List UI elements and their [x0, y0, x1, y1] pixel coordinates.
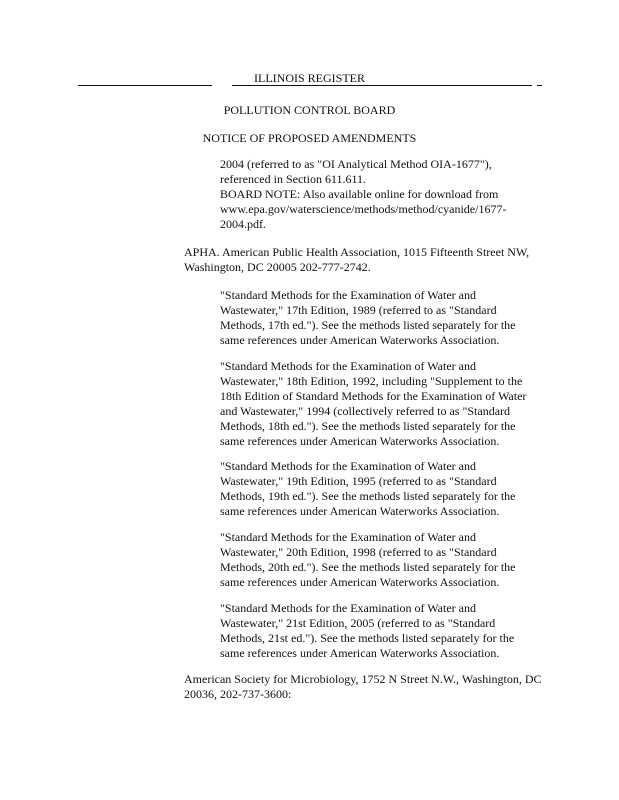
text-line: same references under American Waterworks Association.: [220, 504, 500, 518]
notice-title: NOTICE OF PROPOSED AMENDMENTS: [202, 131, 417, 145]
text-line: referenced in Section 611.611.: [220, 172, 367, 186]
text-line: "Standard Methods for the Examination of Water and: [220, 359, 476, 373]
text-line: Wastewater," 21st Edition, 2005 (referred to as "Standard: [220, 616, 496, 630]
header-rule-right: [232, 85, 532, 86]
text-line: "Standard Methods for the Examination of Water and: [220, 601, 476, 615]
text-line: Methods, 19th ed."). See the methods listed separately for the: [220, 489, 516, 503]
text-line: same references under American Waterworks Association.: [220, 434, 500, 448]
header-rule-tick: [537, 85, 542, 86]
text-line: 2004 (referred to as "OI Analytical Method OIA-1677"),: [220, 157, 492, 171]
reference-17th-edition: [220, 288, 516, 348]
text-line: Wastewater," 20th Edition, 1998 (referred to as "Standard: [220, 545, 497, 559]
text-line: "Standard Methods for the Examination of Water and: [220, 530, 476, 544]
text-line: same references under American Waterworks Association.: [220, 646, 500, 660]
text-line: www.epa.gov/waterscience/methods/method/cyanide/1677-: [220, 202, 507, 216]
text-line: "Standard Methods for the Examination of Water and: [220, 288, 476, 302]
text-line: Methods, 17th ed."). See the methods listed separately for the: [220, 318, 516, 332]
header-rule-left: [78, 85, 212, 86]
reference-21st-edition: [220, 601, 514, 661]
board-title: POLLUTION CONTROL BOARD: [223, 103, 396, 117]
text-line: Methods, 20th ed."). See the methods listed separately for the: [220, 560, 516, 574]
text-line: 2004.pdf.: [220, 217, 266, 231]
apha-entry: [184, 245, 529, 275]
text-line: 18th Edition of Standard Methods for the Examination of Water: [220, 389, 527, 403]
text-line: Methods, 18th ed."). See the methods listed separately for the: [220, 419, 516, 433]
text-line: APHA. American Public Health Association, 1015 Fifteenth Street NW,: [184, 245, 530, 259]
text-line: Washington, DC 20005 202-777-2742.: [184, 260, 371, 274]
text-line: BOARD NOTE: Also available online for download from: [220, 187, 499, 201]
text-line: "Standard Methods for the Examination of Water and: [220, 459, 476, 473]
reference-18th-edition: [220, 359, 526, 449]
reference-19th-edition: [220, 459, 516, 519]
register-title: ILLINOIS REGISTER: [254, 71, 365, 85]
text-line: and Wastewater," 1994 (collectively referred to as "Standard: [220, 404, 511, 418]
text-line: 20036, 202-737-3600:: [184, 687, 292, 701]
text-line: Methods, 21st ed."). See the methods listed separately for the: [220, 631, 515, 645]
reference-20th-edition: [220, 530, 516, 590]
text-line: Wastewater," 17th Edition, 1989 (referred to as "Standard: [220, 303, 497, 317]
text-line: same references under American Waterworks Association.: [220, 575, 500, 589]
continuation-paragraph: [220, 157, 506, 232]
text-line: Wastewater," 19th Edition, 1995 (referred to as "Standard: [220, 474, 497, 488]
text-line: Wastewater," 18th Edition, 1992, including "Supplement to the: [220, 374, 523, 388]
asm-entry: [184, 672, 542, 702]
text-line: same references under American Waterworks Association.: [220, 333, 500, 347]
text-line: American Society for Microbiology, 1752 N Street N.W., Washington, DC: [184, 672, 542, 686]
